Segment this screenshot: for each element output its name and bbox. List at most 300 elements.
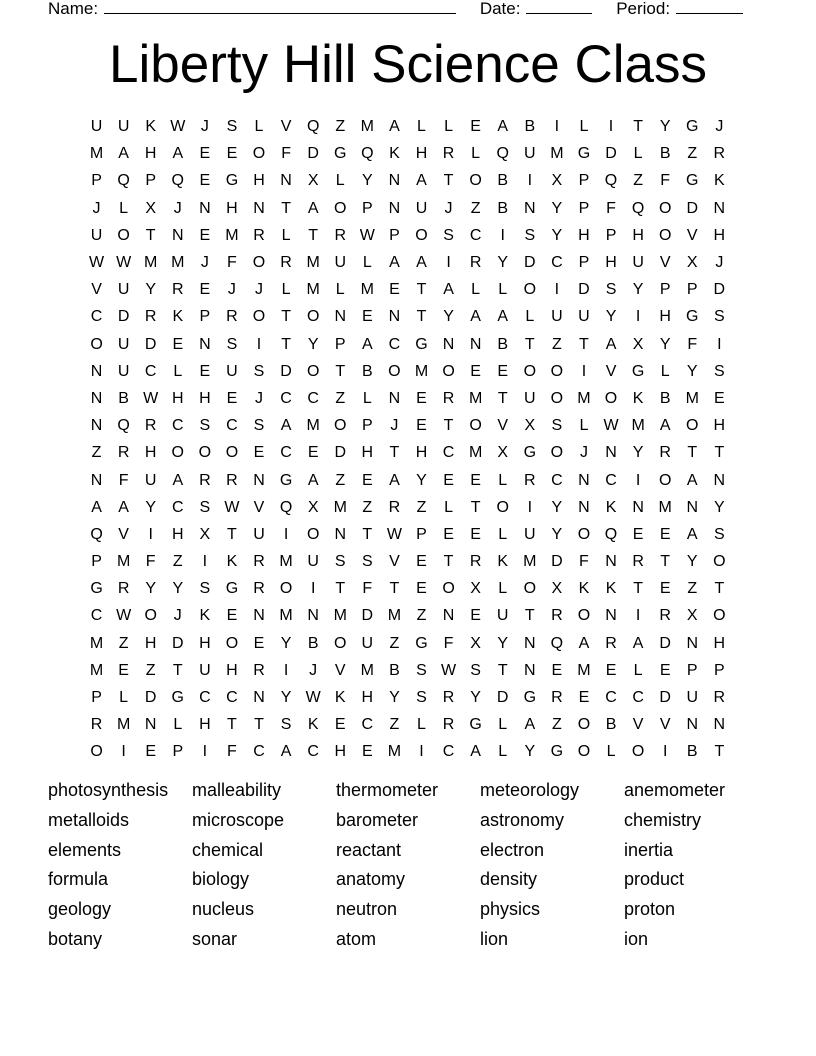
grid-letter[interactable]: O [415,226,428,244]
grid-letter[interactable]: U [226,362,238,380]
grid-letter[interactable]: F [687,335,698,353]
grid-letter[interactable]: O [577,716,591,734]
grid-letter[interactable]: S [551,417,563,435]
grid-letter[interactable]: B [659,145,671,163]
grid-letter[interactable]: E [470,362,481,380]
grid-letter[interactable]: M [89,634,104,652]
grid-letter[interactable]: A [118,498,129,516]
grid-letter[interactable]: G [279,471,293,489]
grid-letter[interactable]: X [199,525,211,543]
grid-letter[interactable]: N [388,172,401,190]
grid-letter[interactable]: R [117,580,130,598]
grid-letter[interactable]: V [334,661,346,679]
period-field[interactable] [616,0,743,19]
grid-letter[interactable]: N [686,634,699,652]
grid-letter[interactable]: T [524,607,535,625]
grid-letter[interactable]: T [714,743,725,761]
grid-letter[interactable]: L [633,145,643,163]
grid-letter[interactable]: O [577,743,591,761]
grid-letter[interactable]: O [198,444,212,462]
grid-letter[interactable]: U [117,118,130,136]
grid-letter[interactable]: A [280,417,292,435]
grid-letter[interactable]: F [606,199,616,217]
grid-letter[interactable]: Y [145,580,157,598]
grid-letter[interactable]: I [202,553,208,571]
grid-letter[interactable]: H [713,417,726,435]
grid-letter[interactable]: O [388,362,401,380]
grid-letter[interactable]: O [658,226,672,244]
grid-letter[interactable]: S [253,417,265,435]
grid-letter[interactable]: R [253,661,265,679]
grid-letter[interactable]: T [443,172,454,190]
grid-letter[interactable]: L [119,199,129,217]
grid-letter[interactable]: E [361,471,373,489]
grid-letter[interactable]: I [202,743,208,761]
grid-letter[interactable]: O [306,362,320,380]
grid-letter[interactable]: Z [389,634,400,652]
grid-letter[interactable]: K [172,308,184,326]
date-blank[interactable] [526,0,592,14]
grid-letter[interactable]: S [714,308,725,326]
grid-letter[interactable]: L [173,716,183,734]
grid-letter[interactable]: Y [280,689,292,707]
grid-letter[interactable]: T [227,525,237,543]
grid-letter[interactable]: A [605,335,617,353]
grid-letter[interactable]: T [470,498,481,516]
grid-letter[interactable]: Q [117,172,130,190]
grid-letter[interactable]: H [415,145,428,163]
grid-letter[interactable]: V [497,417,509,435]
grid-letter[interactable]: D [686,199,699,217]
grid-letter[interactable]: E [551,661,563,679]
grid-letter[interactable]: T [281,308,291,326]
grid-letter[interactable]: O [144,607,157,625]
grid-letter[interactable]: M [116,553,131,571]
grid-letter[interactable]: S [199,498,211,516]
grid-letter[interactable]: E [714,389,725,407]
grid-letter[interactable]: O [171,444,184,462]
grid-letter[interactable]: S [199,580,211,598]
grid-letter[interactable]: L [281,226,291,244]
grid-letter[interactable]: R [253,580,265,598]
grid-letter[interactable]: O [252,308,266,326]
grid-letter[interactable]: I [581,362,587,380]
grid-letter[interactable]: H [171,389,184,407]
grid-letter[interactable]: W [224,498,240,516]
grid-letter[interactable]: E [361,743,373,761]
grid-letter[interactable]: M [658,498,672,516]
grid-letter[interactable]: S [714,362,725,380]
grid-letter[interactable]: C [442,444,455,462]
grid-letter[interactable]: R [469,254,482,272]
grid-letter[interactable]: X [307,172,319,190]
grid-letter[interactable]: T [497,661,508,679]
grid-letter[interactable]: P [91,689,102,707]
grid-letter[interactable]: B [118,389,129,407]
grid-letter[interactable]: Y [551,199,563,217]
grid-letter[interactable]: O [686,417,699,435]
grid-letter[interactable]: E [416,417,427,435]
grid-letter[interactable]: N [713,716,726,734]
grid-letter[interactable]: L [362,389,372,407]
grid-letter[interactable]: S [524,226,536,244]
grid-letter[interactable]: H [578,226,590,244]
grid-letter[interactable]: K [334,689,346,707]
grid-letter[interactable]: M [468,389,483,407]
name-blank[interactable] [104,0,456,14]
grid-letter[interactable]: C [307,743,319,761]
grid-letter[interactable]: G [171,689,184,707]
grid-letter[interactable]: R [442,716,455,734]
grid-letter[interactable]: A [443,281,454,299]
grid-letter[interactable]: E [389,281,400,299]
grid-letter[interactable]: O [442,580,455,598]
grid-letter[interactable]: M [360,118,374,136]
grid-letter[interactable]: M [279,553,293,571]
grid-letter[interactable]: H [361,689,374,707]
grid-letter[interactable]: C [469,226,482,244]
grid-letter[interactable]: R [659,607,671,625]
grid-letter[interactable]: F [660,172,671,190]
grid-letter[interactable]: A [470,743,481,761]
grid-letter[interactable]: I [554,281,560,299]
grid-letter[interactable]: U [90,226,103,244]
grid-letter[interactable]: C [90,308,103,326]
grid-letter[interactable]: U [334,254,347,272]
grid-letter[interactable]: I [635,308,641,326]
grid-letter[interactable]: R [253,553,265,571]
grid-letter[interactable]: R [199,471,211,489]
grid-letter[interactable]: N [144,716,157,734]
grid-letter[interactable]: B [605,716,617,734]
grid-letter[interactable]: I [527,172,533,190]
grid-letter[interactable]: Y [416,471,427,489]
grid-letter[interactable]: H [415,444,428,462]
grid-letter[interactable]: R [253,226,265,244]
grid-letter[interactable]: N [388,389,401,407]
grid-letter[interactable]: X [686,254,698,272]
grid-letter[interactable]: L [498,525,508,543]
grid-letter[interactable]: C [90,607,103,625]
grid-letter[interactable]: I [121,743,126,761]
grid-letter[interactable]: S [470,661,481,679]
grid-letter[interactable]: E [199,145,211,163]
grid-letter[interactable]: J [309,661,318,679]
grid-letter[interactable]: P [714,661,725,679]
grid-letter[interactable]: T [660,553,671,571]
grid-letter[interactable]: Z [416,607,427,625]
grid-letter[interactable]: O [442,362,455,380]
grid-letter[interactable]: X [497,444,509,462]
grid-letter[interactable]: R [442,689,455,707]
grid-letter[interactable]: N [90,471,103,489]
grid-letter[interactable]: L [498,471,508,489]
grid-letter[interactable]: D [280,362,292,380]
grid-letter[interactable]: Y [497,254,509,272]
grid-letter[interactable]: P [686,661,698,679]
grid-letter[interactable]: C [144,362,157,380]
grid-letter[interactable]: X [686,607,698,625]
grid-letter[interactable]: J [255,281,263,299]
grid-letter[interactable]: F [579,553,589,571]
grid-letter[interactable]: U [307,553,319,571]
grid-letter[interactable]: N [469,335,482,353]
grid-letter[interactable]: A [361,335,373,353]
grid-letter[interactable]: T [579,335,589,353]
grid-letter[interactable]: W [116,254,132,272]
grid-letter[interactable]: E [443,525,454,543]
grid-letter[interactable]: R [171,281,184,299]
grid-letter[interactable]: L [254,118,264,136]
grid-letter[interactable]: N [280,172,292,190]
grid-letter[interactable]: U [90,118,103,136]
grid-letter[interactable]: P [578,172,590,190]
grid-letter[interactable]: Y [280,634,292,652]
grid-letter[interactable]: H [226,199,238,217]
grid-letter[interactable]: R [334,226,347,244]
grid-letter[interactable]: C [605,471,617,489]
grid-letter[interactable]: Y [686,362,698,380]
grid-letter[interactable]: L [498,580,508,598]
grid-letter[interactable]: H [605,254,617,272]
grid-letter[interactable]: Y [443,308,454,326]
grid-letter[interactable]: Y [659,335,671,353]
grid-letter[interactable]: A [91,498,102,516]
grid-letter[interactable]: A [172,471,184,489]
grid-letter[interactable]: D [659,634,671,652]
grid-letter[interactable]: I [148,525,153,543]
grid-letter[interactable]: H [171,525,184,543]
grid-letter[interactable]: D [551,553,563,571]
grid-letter[interactable]: A [497,118,509,136]
grid-letter[interactable]: L [606,743,616,761]
grid-letter[interactable]: G [523,689,537,707]
grid-letter[interactable]: B [524,118,536,136]
grid-letter[interactable]: W [386,525,402,543]
grid-letter[interactable]: L [444,118,453,136]
grid-letter[interactable]: D [171,634,184,652]
grid-letter[interactable]: N [90,417,103,435]
grid-letter[interactable]: P [361,199,373,217]
grid-letter[interactable]: G [415,335,428,353]
grid-letter[interactable]: O [469,417,482,435]
grid-letter[interactable]: R [659,444,671,462]
grid-letter[interactable]: G [631,362,645,380]
grid-letter[interactable]: R [442,145,455,163]
grid-letter[interactable]: J [92,199,101,217]
grid-letter[interactable]: M [333,607,347,625]
grid-letter[interactable]: W [359,226,375,244]
grid-letter[interactable]: G [90,580,103,598]
grid-letter[interactable]: Y [686,553,698,571]
grid-letter[interactable]: M [523,553,537,571]
grid-letter[interactable]: G [686,118,699,136]
grid-letter[interactable]: E [361,308,373,326]
grid-letter[interactable]: B [497,335,509,353]
grid-letter[interactable]: U [632,254,644,272]
grid-letter[interactable]: G [225,580,239,598]
grid-letter[interactable]: J [200,118,209,136]
grid-letter[interactable]: Q [117,417,130,435]
grid-letter[interactable]: B [497,199,509,217]
grid-letter[interactable]: U [496,607,509,625]
grid-letter[interactable]: D [117,308,130,326]
grid-letter[interactable]: E [605,661,617,679]
grid-letter[interactable]: U [144,471,157,489]
grid-letter[interactable]: E [226,145,238,163]
grid-letter[interactable]: Q [604,525,618,543]
grid-letter[interactable]: T [362,525,373,543]
grid-letter[interactable]: M [550,145,564,163]
grid-letter[interactable]: O [117,226,130,244]
grid-letter[interactable]: K [605,498,617,516]
grid-letter[interactable]: A [632,634,644,652]
grid-letter[interactable]: P [659,281,671,299]
grid-letter[interactable]: A [578,634,590,652]
grid-letter[interactable]: T [633,580,643,598]
grid-letter[interactable]: N [334,308,347,326]
grid-letter[interactable]: N [524,199,536,217]
grid-letter[interactable]: L [471,145,481,163]
grid-letter[interactable]: A [118,145,129,163]
grid-letter[interactable]: L [335,281,345,299]
grid-letter[interactable]: O [713,553,726,571]
grid-letter[interactable]: T [497,389,508,407]
grid-letter[interactable]: I [446,254,451,272]
grid-letter[interactable]: R [117,444,130,462]
grid-letter[interactable]: I [527,498,533,516]
grid-letter[interactable]: M [144,254,158,272]
grid-letter[interactable]: C [199,689,211,707]
grid-letter[interactable]: P [145,172,157,190]
name-field[interactable] [48,0,456,19]
grid-letter[interactable]: F [118,471,129,489]
grid-letter[interactable]: V [659,716,671,734]
grid-letter[interactable]: C [280,444,292,462]
grid-letter[interactable]: L [471,281,481,299]
grid-letter[interactable]: B [389,661,400,679]
grid-letter[interactable]: A [470,308,481,326]
grid-letter[interactable]: N [171,226,184,244]
grid-letter[interactable]: L [281,281,291,299]
grid-letter[interactable]: V [659,254,671,272]
grid-letter[interactable]: T [281,199,291,217]
grid-letter[interactable]: R [605,634,617,652]
grid-letter[interactable]: M [577,661,591,679]
grid-letter[interactable]: C [226,417,238,435]
grid-letter[interactable]: S [334,553,346,571]
grid-letter[interactable]: G [577,145,591,163]
grid-letter[interactable]: Q [550,634,564,652]
grid-letter[interactable]: E [470,525,481,543]
grid-letter[interactable]: G [334,145,347,163]
grid-letter[interactable]: E [226,607,238,625]
grid-letter[interactable]: D [605,145,617,163]
grid-letter[interactable]: C [226,689,238,707]
grid-letter[interactable]: U [199,661,211,679]
grid-letter[interactable]: L [417,118,426,136]
grid-letter[interactable]: N [605,607,617,625]
grid-letter[interactable]: G [550,743,564,761]
grid-letter[interactable]: I [256,335,262,353]
grid-letter[interactable]: E [578,689,590,707]
grid-letter[interactable]: P [578,199,590,217]
grid-letter[interactable]: O [658,199,672,217]
grid-letter[interactable]: W [441,661,457,679]
grid-letter[interactable]: H [713,226,726,244]
grid-letter[interactable]: B [686,743,698,761]
grid-letter[interactable]: A [280,743,292,761]
grid-letter[interactable]: M [333,498,347,516]
grid-letter[interactable]: K [199,607,211,625]
grid-letter[interactable]: A [172,145,184,163]
grid-letter[interactable]: O [225,634,239,652]
grid-letter[interactable]: K [714,172,725,190]
grid-letter[interactable]: L [173,362,183,380]
grid-letter[interactable]: S [416,661,427,679]
grid-letter[interactable]: S [199,417,211,435]
grid-letter[interactable]: H [226,661,238,679]
grid-letter[interactable]: O [604,389,618,407]
grid-letter[interactable]: A [389,254,400,272]
grid-letter[interactable]: F [443,634,454,652]
grid-letter[interactable]: O [658,471,672,489]
grid-letter[interactable]: M [685,389,699,407]
grid-letter[interactable]: V [253,498,265,516]
grid-letter[interactable]: D [659,689,671,707]
grid-letter[interactable]: S [361,553,373,571]
grid-letter[interactable]: O [334,199,347,217]
grid-letter[interactable]: Z [335,389,346,407]
grid-letter[interactable]: T [335,580,346,598]
grid-letter[interactable]: C [171,498,184,516]
grid-letter[interactable]: D [524,254,536,272]
grid-letter[interactable]: X [145,199,157,217]
grid-letter[interactable]: O [550,444,564,462]
grid-letter[interactable]: Y [470,689,481,707]
grid-letter[interactable]: U [415,199,428,217]
grid-letter[interactable]: D [713,281,726,299]
grid-letter[interactable]: L [335,172,345,190]
grid-letter[interactable]: N [713,199,726,217]
grid-letter[interactable]: R [280,254,292,272]
grid-letter[interactable]: T [443,553,454,571]
grid-letter[interactable]: C [442,743,455,761]
grid-letter[interactable]: Y [361,172,373,190]
grid-letter[interactable]: Y [145,281,157,299]
grid-letter[interactable]: N [578,498,590,516]
grid-letter[interactable]: Q [631,199,645,217]
grid-letter[interactable]: A [497,308,509,326]
grid-letter[interactable]: N [199,199,211,217]
grid-letter[interactable]: M [116,716,131,734]
grid-letter[interactable]: C [253,743,265,761]
grid-letter[interactable]: H [144,145,157,163]
grid-letter[interactable]: T [227,716,237,734]
grid-letter[interactable]: S [226,118,238,136]
grid-letter[interactable]: Z [335,471,346,489]
grid-letter[interactable]: X [307,498,319,516]
grid-letter[interactable]: T [389,444,400,462]
grid-letter[interactable]: C [361,716,374,734]
grid-letter[interactable]: R [632,553,644,571]
grid-letter[interactable]: R [524,471,536,489]
grid-letter[interactable]: T [145,226,156,244]
grid-letter[interactable]: M [306,417,320,435]
grid-letter[interactable]: Z [687,580,698,598]
grid-letter[interactable]: P [389,226,400,244]
grid-letter[interactable]: H [253,172,265,190]
